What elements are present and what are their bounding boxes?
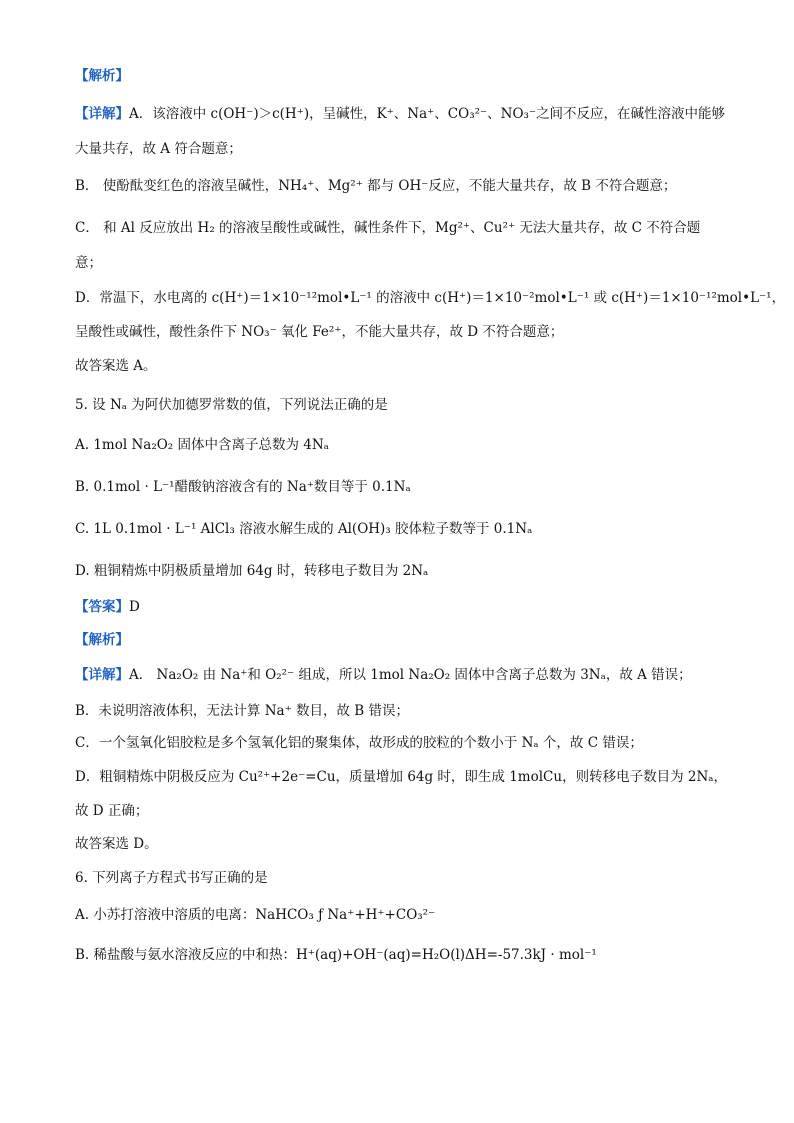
detail-a-line-1: 【详解】A．该溶液中 c(OH⁻)＞c(H⁺)，呈碱性，K⁺、Na⁺、CO₃²⁻、NO₃⁻之间不反应，在碱性溶液中能够: [75, 106, 726, 122]
question-5-stem: 5. 设 Nₐ 为阿伏加德罗常数的值，下列说法正确的是: [75, 397, 388, 413]
analysis-heading-2: 【解析】: [75, 632, 129, 648]
detail-b-line: B． 使酚酞变红色的溶液呈碱性，NH₄⁺、Mg²⁺ 都与 OH⁻反应，不能大量共存，故 B 不符合题意；: [75, 178, 677, 194]
detail-c-line-2: 意；: [75, 255, 102, 271]
section-tag: 【详解】: [75, 667, 129, 683]
detail-d-line-1: D．常温下，水电离的 c(H⁺)＝1×10⁻¹²mol•L⁻¹ 的溶液中 c(H⁺)＝1×10⁻²mol•L⁻¹ 或 c(H⁺)＝1×10⁻¹²mol•L⁻¹，: [75, 290, 786, 306]
option-d: D. 粗铜精炼中阴极质量增加 64g 时，转移电子数目为 2Nₐ: [75, 563, 429, 579]
analysis-heading: 【解析】: [75, 68, 129, 84]
option-c: C. 1L 0.1mol · L⁻¹ AlCl₃ 溶液水解生成的 Al(OH)₃ 胶体粒子数等于 0.1Nₐ: [75, 521, 533, 537]
q6-option-a: A. 小苏打溶液中溶质的电离：NaHCO₃ ƒ Na⁺+H⁺+CO₃²⁻: [75, 907, 436, 923]
option-a: A. 1mol Na₂O₂ 固体中含离子总数为 4Nₐ: [75, 437, 329, 453]
detail-c-line-1: C． 和 Al 反应放出 H₂ 的溶液呈酸性或碱性，碱性条件下，Mg²⁺、Cu²⁺ 无法大量共存，故 C 不符合题: [75, 220, 701, 236]
question-6-stem: 6. 下列离子方程式书写正确的是: [75, 870, 268, 886]
section-tag: 【详解】: [75, 106, 129, 122]
answer-conclusion: 故答案选 A。: [75, 358, 157, 374]
answer-conclusion-2: 故答案选 D。: [75, 836, 158, 852]
detail-d-line-2: 呈酸性或碱性，酸性条件下 NO₃⁻ 氧化 Fe²⁺，不能大量共存，故 D 不符合题意；: [75, 324, 564, 340]
option-b: B. 0.1mol · L⁻¹醋酸钠溶液含有的 Na⁺数目等于 0.1Nₐ: [75, 479, 411, 495]
detail-d-line-3: D．粗铜精炼中阴极反应为 Cu²⁺+2e⁻=Cu，质量增加 64g 时，即生成 1molCu，则转移电子数目为 2Nₐ，: [75, 769, 727, 785]
detail-a-line-2: 大量共存，故 A 符合题意；: [75, 141, 242, 157]
q6-option-b: B. 稀盐酸与氨水溶液反应的中和热：H⁺(aq)+OH⁻(aq)=H₂O(l)ΔH=-57.3kJ · mol⁻¹: [75, 947, 597, 963]
answer-line: 【答案】D: [75, 599, 140, 615]
detail-a-line: 【详解】A． Na₂O₂ 由 Na⁺和 O₂²⁻ 组成，所以 1mol Na₂O₂ 固体中含离子总数为 3Nₐ，故 A 错误；: [75, 667, 692, 683]
section-tag: 【答案】: [75, 599, 129, 615]
detail-b-line-2: B．未说明溶液体积，无法计算 Na⁺ 数目，故 B 错误；: [75, 703, 409, 719]
detail-d-line-4: 故 D 正确；: [75, 803, 149, 819]
detail-c-line-3: C．一个氢氧化铝胶粒是多个氢氧化铝的聚集体，故形成的胶粒的个数小于 Nₐ 个，故 C 错误；: [75, 735, 643, 751]
